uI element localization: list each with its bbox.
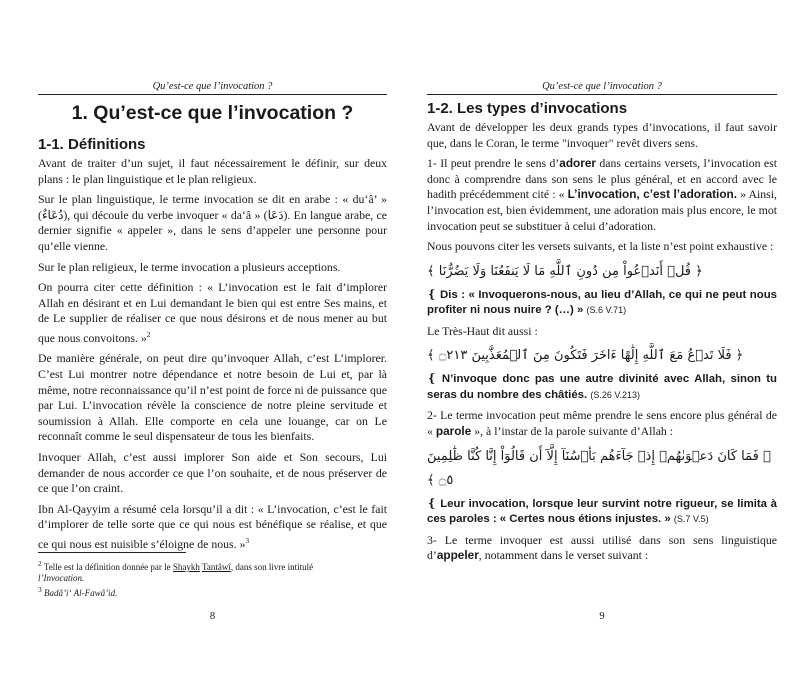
footnote-text: Telle est la définition donnée par le xyxy=(43,562,173,572)
chapter-title: 1. Qu’est-ce que l’invocation ? xyxy=(71,102,354,124)
verse-translation xyxy=(427,288,777,319)
page-number: 8 xyxy=(209,611,216,622)
paragraph xyxy=(38,280,387,346)
header-rule xyxy=(427,94,777,95)
page-number: 9 xyxy=(599,611,605,622)
header-rule xyxy=(38,94,387,95)
text: , notamment dans le verset suivant : xyxy=(478,548,649,563)
arabic-verse: ﴿ قُلۡ أَنَدۡعُواْ مِن دُونِ ٱللَّهِ مَا لَا يَنفَعُنَا وَلَا يَضُرُّنَا ﴾ xyxy=(427,263,703,279)
footnote-mark: 2 xyxy=(146,329,151,339)
footnote-number: 3 xyxy=(38,585,42,594)
paragraph xyxy=(38,502,387,553)
paragraph xyxy=(427,408,777,439)
emphasis: parole xyxy=(435,423,472,438)
footnote-rule xyxy=(38,552,186,553)
running-head: Qu’est-ce que l’invocation ? xyxy=(542,81,662,92)
paragraph: Invoquer Allah, c’est aussi implorer Son aide et Son secours, Lui demander de nous accorder ce que l’on souhaite, et de nous préserver de ce que l’on craint. xyxy=(38,450,387,496)
right-page xyxy=(427,0,777,683)
footnote-text: , dans son livre intitulé xyxy=(230,562,314,572)
footnotes xyxy=(38,558,387,599)
text: 1- Il peut prendre le sens d’ xyxy=(427,156,560,171)
text: dans certains versets, l’invocation est donc à comprendre dans son sens le plus général, et en accord avec le hadith précédemment cité : « xyxy=(427,156,777,202)
right-content xyxy=(427,98,777,569)
verse-reference: (S.7 V.5) xyxy=(673,514,709,525)
section-title: 1-1. Définitions xyxy=(38,136,146,153)
emphasis: L’invocation, c’est l’adoration. xyxy=(567,187,738,202)
verse-translation xyxy=(427,372,777,403)
verse-reference: (S.26 V.213) xyxy=(590,389,641,400)
arabic-verse: ﴿ فَمَا كَانَ دَعۡوَىٰهُمۡ إِذۡ جَآءَهُم بَأۡسُنَآ إِلَّآ أَن قَالُوٓاْ إِنَّا كُنَّا ظَٰلِمِينَ ۝٥ ﴾ xyxy=(427,448,771,488)
open-bracket: ❴ xyxy=(427,497,441,510)
paragraph: Sur le plan linguistique, le terme invocation se dit en arabe : « du‘â’ » (دُعَاءٌ), qui découle du verbe invoquer « da‘â » (دَعَا). En langue arabe, ce dernier signifie « appeler », dans le sens d’appeler une personne pour qu’elle vienne. xyxy=(38,192,387,253)
footnote-2 xyxy=(38,558,387,584)
paragraph: Avant de traiter d’un sujet, il faut nécessairement le définir, sur deux plans : le plan linguistique et le plan religieux. xyxy=(38,156,387,186)
paragraph-text: Ibn Al-Qayyim a résumé cela lorsqu’il a dit : « L’invocation, c’est le fait d’implorer de telle sorte que ce qui nous est bénéfique se réalise, et que ce qui nous est nuisible s’éloigne de nous. » xyxy=(38,501,387,551)
text: », à l’instar de la parole suivante d’Allah : xyxy=(471,423,674,438)
paragraph: Nous pouvons citer les versets suivants, et la liste n’est point exhaustive : xyxy=(427,239,774,254)
text: » Ainsi, l’invocation est, bien évidemment, une adoration mais plus encore, le mot invocation peut se substituer à celui d’adoration. xyxy=(427,187,777,233)
emphasis: adorer xyxy=(559,156,596,171)
footnote-number: 2 xyxy=(38,559,42,568)
section-title: 1-2. Les types d’invocations xyxy=(427,100,628,117)
open-bracket: ❴ xyxy=(427,288,441,301)
text: 2- Le terme invocation peut même prendre le sens encore plus général de « xyxy=(427,408,777,438)
paragraph: Avant de développer les deux grands types d’invocations, il faut savoir que, dans le Coran, le terme "invoquer" revêt divers sens. xyxy=(427,120,777,150)
verse-text: N’invoque donc pas une autre divinité avec Allah, sinon tu seras du nombre des châtiés. xyxy=(427,373,777,401)
left-content xyxy=(38,98,387,558)
footnote-book: l’Invocation. xyxy=(38,573,85,583)
running-head: Qu’est-ce que l’invocation ? xyxy=(152,81,273,92)
footnote-text: Badâ’i‘ Al-Fawâ’id. xyxy=(44,588,118,598)
verse-reference: (S.6 V.71) xyxy=(586,305,627,316)
verse-text: Leur invocation, lorsque leur survint notre rigueur, se limita à ces paroles : « Certes nous étions injustes. » xyxy=(427,497,777,526)
emphasis: appeler xyxy=(436,548,479,563)
verse-text: Dis : « Invoquerons-nous, au lieu d’Allah, ce qui ne peut nous profiter ni nous nuire ? (…) » xyxy=(427,288,777,317)
paragraph: Le Très-Haut dit aussi : xyxy=(427,323,538,338)
paragraph xyxy=(427,156,777,234)
paragraph: De manière générale, on peut dire qu’invoquer Allah, c’est L’implorer. C’est Lui montrer notre dépendance et notre besoin de Lui et, par là même, notre reconnaissance qu’il n’est point de force ni de puissance que par Lui. L’invocation révèle la conscience de notre pleine servitude et soumission à Allah. Elle comporte en cela une louange, car on Le reconnaît comme le seul dispensateur de tous les bienfaits. xyxy=(38,351,387,444)
verse-translation xyxy=(427,497,777,528)
footnote-mark: 3 xyxy=(245,535,250,545)
text: 3- Le terme invoquer est aussi utilisé dans son sens linguistique d’ xyxy=(427,532,777,563)
left-page xyxy=(38,0,387,683)
open-bracket: ❴ xyxy=(427,373,442,386)
footnote-3 xyxy=(38,584,387,599)
paragraph xyxy=(427,533,777,564)
arabic-verse: ﴿ فَلَا تَدۡعُ مَعَ ٱللَّهِ إِلَٰهًا ءَاخَرَ فَتَكُونَ مِنَ ٱلۡمُعَذَّبِينَ ۝٢١٣ ﴾ xyxy=(427,348,744,364)
paragraph: Sur le plan religieux, le terme invocation a plusieurs acceptions. xyxy=(38,259,341,274)
paragraph-text: On pourra citer cette définition : « L’invocation est le fait d’implorer Allah en désirant et en Lui demandant le bien qui est entre Ses mains, et de Le supplier de réaliser ce que nous désirons et de nous mener au but que nous convoitons. » xyxy=(38,280,387,345)
footnote-name: Tantâwî xyxy=(202,562,231,572)
footnote-name: Shaykh xyxy=(172,562,200,572)
